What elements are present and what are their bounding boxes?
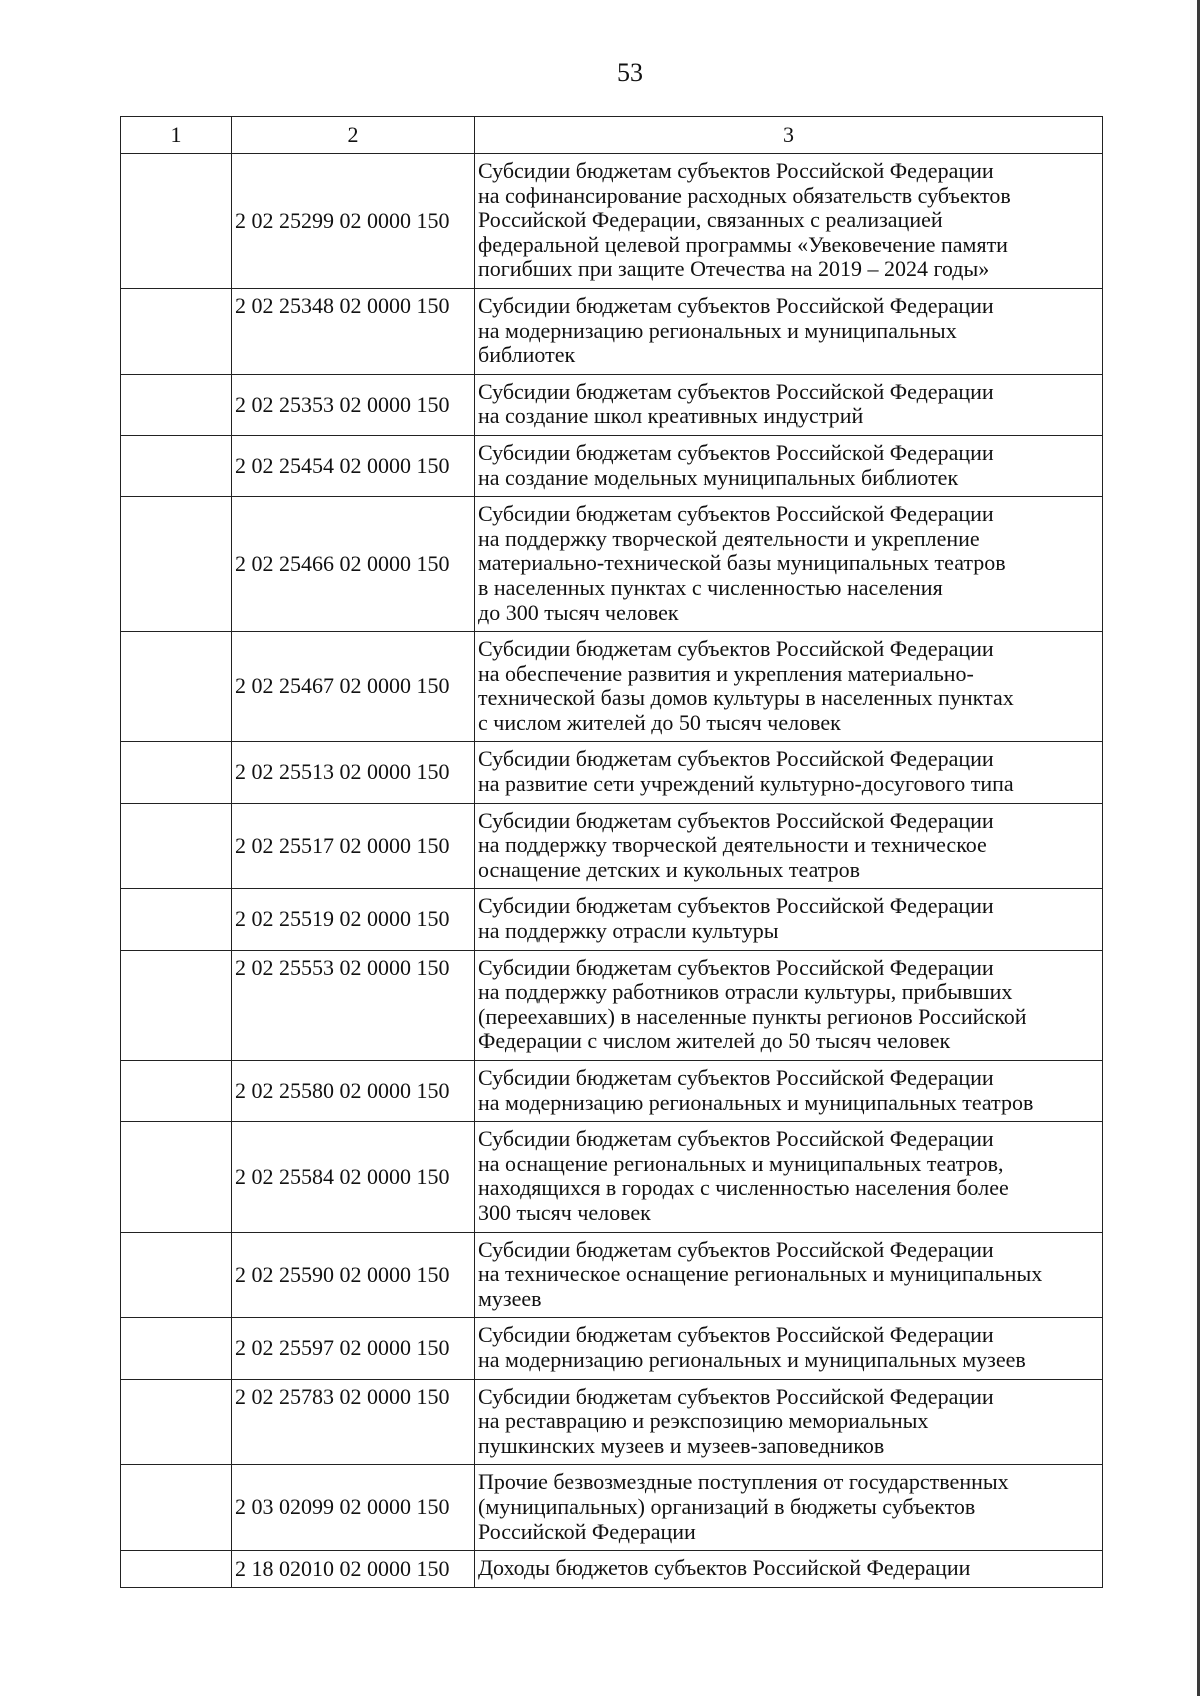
budget-code-cell: 2 02 25454 02 0000 150	[232, 435, 475, 496]
description-line: Субсидии бюджетам субъектов Российской Федерации	[478, 1126, 994, 1152]
budget-code-cell: 2 02 25584 02 0000 150	[232, 1122, 475, 1232]
description-line: Субсидии бюджетам субъектов Российской Федерации	[478, 1322, 994, 1348]
budget-code-cell: 2 02 25519 02 0000 150	[232, 889, 475, 950]
cell-col-1-empty	[121, 288, 232, 374]
description-line: материально-технической базы муниципальных театров	[478, 550, 1006, 576]
cell-col-1-empty	[121, 1379, 232, 1465]
description-line: Доходы бюджетов субъектов Российской Федерации	[478, 1555, 971, 1581]
budget-code-cell: 2 02 25597 02 0000 150	[232, 1318, 475, 1379]
budget-code-cell: 2 03 02099 02 0000 150	[232, 1465, 475, 1551]
description-line: библиотек	[478, 342, 576, 368]
description-cell	[475, 1232, 1103, 1318]
cell-col-1-empty	[121, 1465, 232, 1551]
description-line: на модернизацию региональных и муниципальных театров	[478, 1089, 1034, 1115]
description-cell	[475, 497, 1103, 632]
budget-codes-table	[120, 116, 1103, 1588]
description-line: на реставрацию и реэкспозицию мемориальных	[478, 1408, 929, 1434]
table-row	[121, 803, 1103, 889]
description-line: погибших при защите Отечества на 2019 – 2024 годы»	[478, 256, 990, 282]
table-row	[121, 374, 1103, 435]
description-line: (муниципальных) организаций в бюджеты субъектов	[478, 1493, 976, 1519]
description-line: на софинансирование расходных обязательств субъектов	[478, 182, 1011, 208]
description-line: на создание школ креативных индустрий	[478, 403, 864, 429]
description-line: Субсидии бюджетам субъектов Российской Федерации	[478, 1065, 994, 1090]
cell-col-1-empty	[121, 742, 232, 803]
budget-code-cell: 2 02 25348 02 0000 150	[232, 288, 475, 374]
description-cell	[475, 950, 1103, 1060]
cell-col-1-empty	[121, 1551, 232, 1588]
description-line: Субсидии бюджетам субъектов Российской Федерации	[478, 893, 994, 919]
budget-code-cell: 2 02 25553 02 0000 150	[232, 950, 475, 1060]
description-cell	[475, 154, 1103, 289]
description-line: Федерации с числом жителей до 50 тысяч человек	[478, 1028, 951, 1054]
description-cell	[475, 1122, 1103, 1232]
description-line: на поддержку отрасли культуры	[478, 918, 779, 944]
description-line: с числом жителей до 50 тысяч человек	[478, 709, 841, 735]
description-line: на поддержку работников отрасли культуры, прибывших	[478, 979, 1013, 1005]
description-line: Субсидии бюджетам субъектов Российской Федерации	[478, 158, 994, 183]
description-line: Субсидии бюджетам субъектов Российской Федерации	[478, 501, 994, 527]
table-row	[121, 632, 1103, 742]
column-header-2: 2	[232, 117, 475, 154]
description-line: на создание модельных муниципальных библиотек	[478, 464, 959, 490]
budget-code-cell: 2 18 02010 02 0000 150	[232, 1551, 475, 1588]
description-line: на техническое оснащение региональных и муниципальных	[478, 1261, 1043, 1287]
cell-col-1-empty	[121, 497, 232, 632]
description-line: на модернизацию региональных и муниципальных музеев	[478, 1346, 1026, 1372]
table-row	[121, 1551, 1103, 1588]
table-row	[121, 497, 1103, 632]
description-line: находящихся в городах с численностью населения более	[478, 1175, 1009, 1201]
description-cell	[475, 803, 1103, 889]
description-line: Прочие безвозмездные поступления от государственных	[478, 1469, 1009, 1495]
description-cell	[475, 632, 1103, 742]
description-line: до 300 тысяч человек	[478, 599, 679, 625]
cell-col-1-empty	[121, 435, 232, 496]
budget-code-cell: 2 02 25517 02 0000 150	[232, 803, 475, 889]
cell-col-1-empty	[121, 1061, 232, 1122]
budget-code-cell: 2 02 25353 02 0000 150	[232, 374, 475, 435]
description-line: Российской Федерации, связанных с реализацией	[478, 207, 943, 233]
description-cell	[475, 1379, 1103, 1465]
cell-col-1-empty	[121, 154, 232, 289]
description-line: в населенных пунктах с численностью населения	[478, 574, 943, 600]
budget-code-cell: 2 02 25783 02 0000 150	[232, 1379, 475, 1465]
description-line: Субсидии бюджетам субъектов Российской Федерации	[478, 378, 994, 404]
cell-col-1-empty	[121, 1232, 232, 1318]
description-cell	[475, 435, 1103, 496]
table-row	[121, 1318, 1103, 1379]
description-line: Российской Федерации	[478, 1518, 696, 1544]
description-line: на поддержку творческой деятельности и укрепление	[478, 525, 980, 551]
budget-code-cell: 2 02 25466 02 0000 150	[232, 497, 475, 632]
description-cell	[475, 742, 1103, 803]
cell-col-1-empty	[121, 803, 232, 889]
budget-code-cell: 2 02 25590 02 0000 150	[232, 1232, 475, 1318]
description-cell	[475, 1465, 1103, 1551]
cell-col-1-empty	[121, 1122, 232, 1232]
description-cell	[475, 1061, 1103, 1122]
description-line: Субсидии бюджетам субъектов Российской Федерации	[478, 292, 994, 318]
budget-code-cell: 2 02 25513 02 0000 150	[232, 742, 475, 803]
description-cell	[475, 1551, 1103, 1588]
description-cell	[475, 374, 1103, 435]
description-cell	[475, 889, 1103, 950]
cell-col-1-empty	[121, 889, 232, 950]
cell-col-1-empty	[121, 632, 232, 742]
table-row	[121, 1122, 1103, 1232]
description-line: на модернизацию региональных и муниципальных	[478, 317, 957, 343]
description-line: технической базы домов культуры в населенных пунктах	[478, 685, 1014, 711]
description-line: Субсидии бюджетам субъектов Российской Федерации	[478, 439, 994, 465]
table-header-row	[121, 117, 1103, 154]
description-line: на развитие сети учреждений культурно-досугового типа	[478, 771, 1014, 797]
description-line: Субсидии бюджетам субъектов Российской Федерации	[478, 1236, 994, 1262]
description-line: (переехавших) в населенные пункты регионов Российской	[478, 1003, 1027, 1029]
description-line: Субсидии бюджетам субъектов Российской Федерации	[478, 954, 994, 980]
column-header-1: 1	[121, 117, 232, 154]
column-header-3: 3	[475, 117, 1103, 154]
table-row	[121, 1379, 1103, 1465]
description-line: музеев	[478, 1285, 542, 1311]
table-row	[121, 435, 1103, 496]
table-row	[121, 742, 1103, 803]
cell-col-1-empty	[121, 1318, 232, 1379]
description-cell	[475, 288, 1103, 374]
table-row	[121, 889, 1103, 950]
description-line: на оснащение региональных и муниципальных театров,	[478, 1150, 1004, 1176]
table-row	[121, 1465, 1103, 1551]
description-line: оснащение детских и кукольных театров	[478, 856, 861, 882]
table-row	[121, 950, 1103, 1060]
description-line: пушкинских музеев и музеев-заповедников	[478, 1432, 885, 1458]
table-row	[121, 154, 1103, 289]
description-line: Субсидии бюджетам субъектов Российской Федерации	[478, 746, 994, 772]
table-row	[121, 1061, 1103, 1122]
budget-code-cell: 2 02 25580 02 0000 150	[232, 1061, 475, 1122]
budget-code-cell: 2 02 25467 02 0000 150	[232, 632, 475, 742]
description-line: Субсидии бюджетам субъектов Российской Федерации	[478, 1383, 994, 1409]
budget-code-cell: 2 02 25299 02 0000 150	[232, 154, 475, 289]
description-line: 300 тысяч человек	[478, 1199, 651, 1225]
cell-col-1-empty	[121, 950, 232, 1060]
table-row	[121, 1232, 1103, 1318]
table-row	[121, 288, 1103, 374]
description-cell	[475, 1318, 1103, 1379]
page-number: 53	[617, 58, 643, 87]
description-line: на поддержку творческой деятельности и техническое	[478, 832, 987, 858]
description-line: федеральной целевой программы «Увековечение памяти	[478, 231, 1008, 257]
cell-col-1-empty	[121, 374, 232, 435]
description-line: на обеспечение развития и укрепления материально-	[478, 660, 974, 686]
description-line: Субсидии бюджетам субъектов Российской Федерации	[478, 807, 994, 833]
description-line: Субсидии бюджетам субъектов Российской Федерации	[478, 636, 994, 662]
